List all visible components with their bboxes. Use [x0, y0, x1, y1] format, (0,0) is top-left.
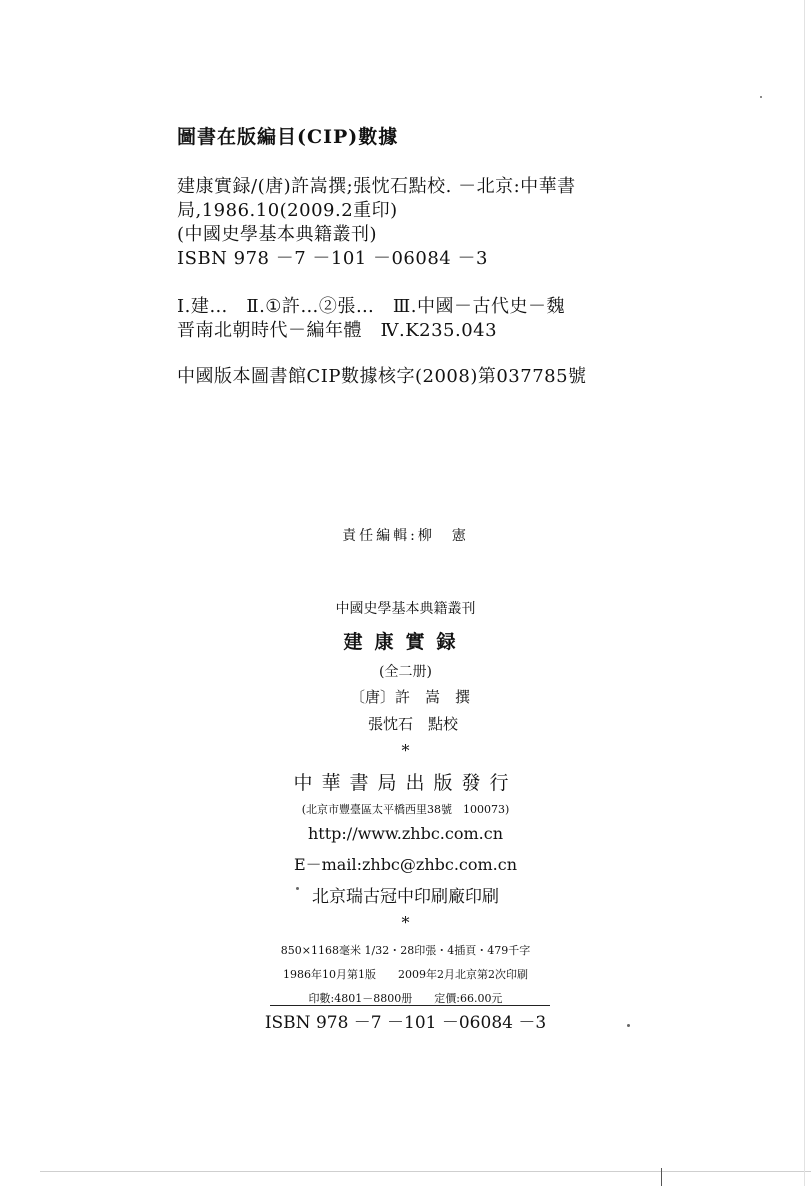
scan-edge-vertical	[661, 1168, 662, 1186]
printer-name: 北京瑞古冠中印刷廠印刷	[312, 887, 499, 907]
scan-edge-right	[804, 0, 805, 1186]
scan-edge-horizontal	[40, 1171, 811, 1172]
scan-speck	[296, 887, 299, 890]
cip-record-number: 中國版本圖書館CIP數據核字(2008)第037785號	[177, 366, 587, 387]
separator-star: *	[401, 741, 410, 760]
isbn-bottom: ISBN 978 －7 －101 －06084 －3	[264, 1013, 547, 1033]
divider-line	[270, 1005, 550, 1006]
cip-classification-1: Ⅰ.建… Ⅱ.①許…②張… Ⅲ.中國－古代史－魏	[177, 296, 566, 317]
cip-heading: 圖書在版編目(CIP)數據	[177, 126, 399, 148]
cip-line-1: 建康實録/(唐)許嵩撰;張忱石點校. －北京:中華書	[177, 176, 576, 197]
cip-isbn: ISBN 978 －7 －101 －06084 －3	[177, 248, 488, 269]
scan-speck	[627, 1024, 630, 1027]
separator-star-2: *	[401, 913, 410, 932]
format-specs: 850×1168毫米 1/32・28印張・4插頁・479千字	[280, 944, 531, 957]
author-line: 〔唐〕許 嵩 撰	[350, 688, 471, 706]
volume-count: (全二册)	[379, 664, 432, 680]
publisher-address: (北京市豐臺區太平橋西里38號 100073)	[301, 803, 510, 816]
cip-classification-2: 晋南北朝時代－編年體 Ⅳ.K235.043	[177, 320, 498, 341]
cip-line-3: (中國史學基本典籍叢刊)	[177, 224, 378, 245]
series-name: 中國史學基本典籍叢刊	[335, 601, 476, 617]
proofreader-line: 張忱石 點校	[368, 715, 459, 733]
publisher-email: E－mail:zhbc@zhbc.com.cn	[293, 855, 518, 874]
publisher-website: http://www.zhbc.com.cn	[308, 824, 503, 843]
responsible-editor: 責任編輯:柳 憲	[342, 528, 469, 544]
edition-info: 1986年10月第1版 2009年2月北京第2次印刷	[283, 968, 528, 981]
print-run-price: 印數:4801－8800册 定價:66.00元	[308, 992, 503, 1005]
publisher-name: 中華書局出版發行	[293, 772, 518, 794]
cip-line-2: 局,1986.10(2009.2重印)	[177, 200, 398, 221]
book-title: 建康實録	[343, 631, 468, 653]
scan-speck	[760, 96, 762, 98]
